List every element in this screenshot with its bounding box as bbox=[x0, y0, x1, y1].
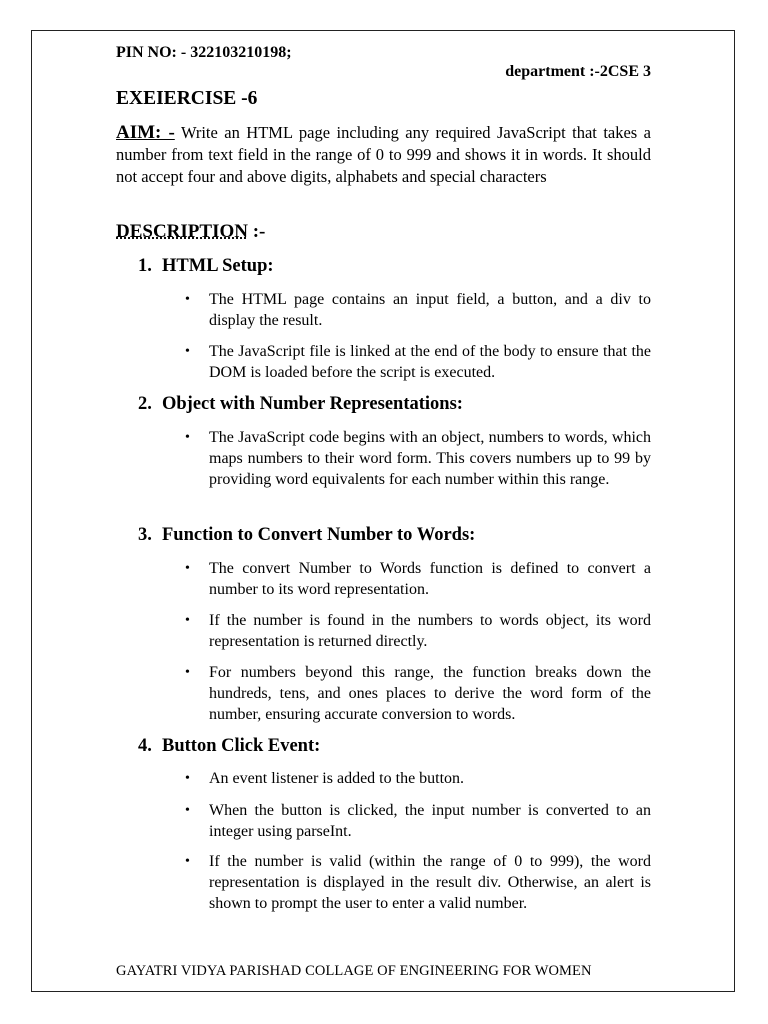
section-title: HTML Setup: bbox=[162, 256, 274, 276]
aim-paragraph bbox=[116, 122, 651, 188]
section-title: Object with Number Representations: bbox=[162, 394, 463, 414]
department: department :-2CSE 3 bbox=[505, 63, 651, 80]
section-title: Button Click Event: bbox=[162, 736, 321, 756]
bullet-item: • The convert Number to Words function is defined to convert a number to its word representation. bbox=[209, 558, 651, 600]
description-heading bbox=[116, 221, 265, 243]
section-heading-button-click bbox=[138, 736, 320, 757]
section-heading-html-setup bbox=[138, 256, 274, 277]
bullet-item: • If the number is valid (within the range of 0 to 999), the word representation is displayed in the result div. Otherwise, an alert is shown to prompt the user to enter a valid number. bbox=[209, 851, 651, 914]
description-label: DESCRIPTION bbox=[116, 221, 248, 242]
bullet-item: • For numbers beyond this range, the function breaks down the hundreds, tens, and ones places to derive the word form of the number, ensuring accurate conversion to words. bbox=[209, 662, 651, 725]
section-number: 2. bbox=[138, 394, 152, 414]
section-number: 3. bbox=[138, 525, 152, 545]
description-suffix: :- bbox=[247, 221, 266, 242]
aim-label: AIM: - bbox=[116, 122, 175, 143]
pin-number: PIN NO: - 322103210198; bbox=[116, 44, 292, 61]
bullet-item: • An event listener is added to the button. bbox=[209, 768, 651, 789]
bullet-item: • The JavaScript file is linked at the end of the body to ensure that the DOM is loaded before the script is executed. bbox=[209, 341, 651, 383]
aim-text: Write an HTML page including any required JavaScript that takes a number from text field in the range of 0 to 999 and shows it in words. It should not accept four and above digits, alphabets and special characters bbox=[116, 123, 652, 186]
page-footer: GAYATRI VIDYA PARISHAD COLLAGE OF ENGINEERING FOR WOMEN bbox=[116, 963, 592, 979]
section-number: 1. bbox=[138, 256, 152, 276]
bullet-item: • The JavaScript code begins with an object, numbers to words, which maps numbers to their word form. This covers numbers up to 99 by providing word equivalents for each number within this range. bbox=[209, 427, 651, 490]
section-title: Function to Convert Number to Words: bbox=[162, 525, 476, 545]
section-heading-convert-function bbox=[138, 525, 475, 546]
bullet-item: • When the button is clicked, the input number is converted to an integer using parseInt. bbox=[209, 800, 651, 842]
section-number: 4. bbox=[138, 736, 152, 756]
bullet-item: • If the number is found in the numbers to words object, its word representation is returned directly. bbox=[209, 610, 651, 652]
bullet-item: • The HTML page contains an input field, a button, and a div to display the result. bbox=[209, 289, 651, 331]
exercise-title: EXEIERCISE -6 bbox=[116, 88, 258, 109]
section-heading-object-representations bbox=[138, 394, 463, 415]
